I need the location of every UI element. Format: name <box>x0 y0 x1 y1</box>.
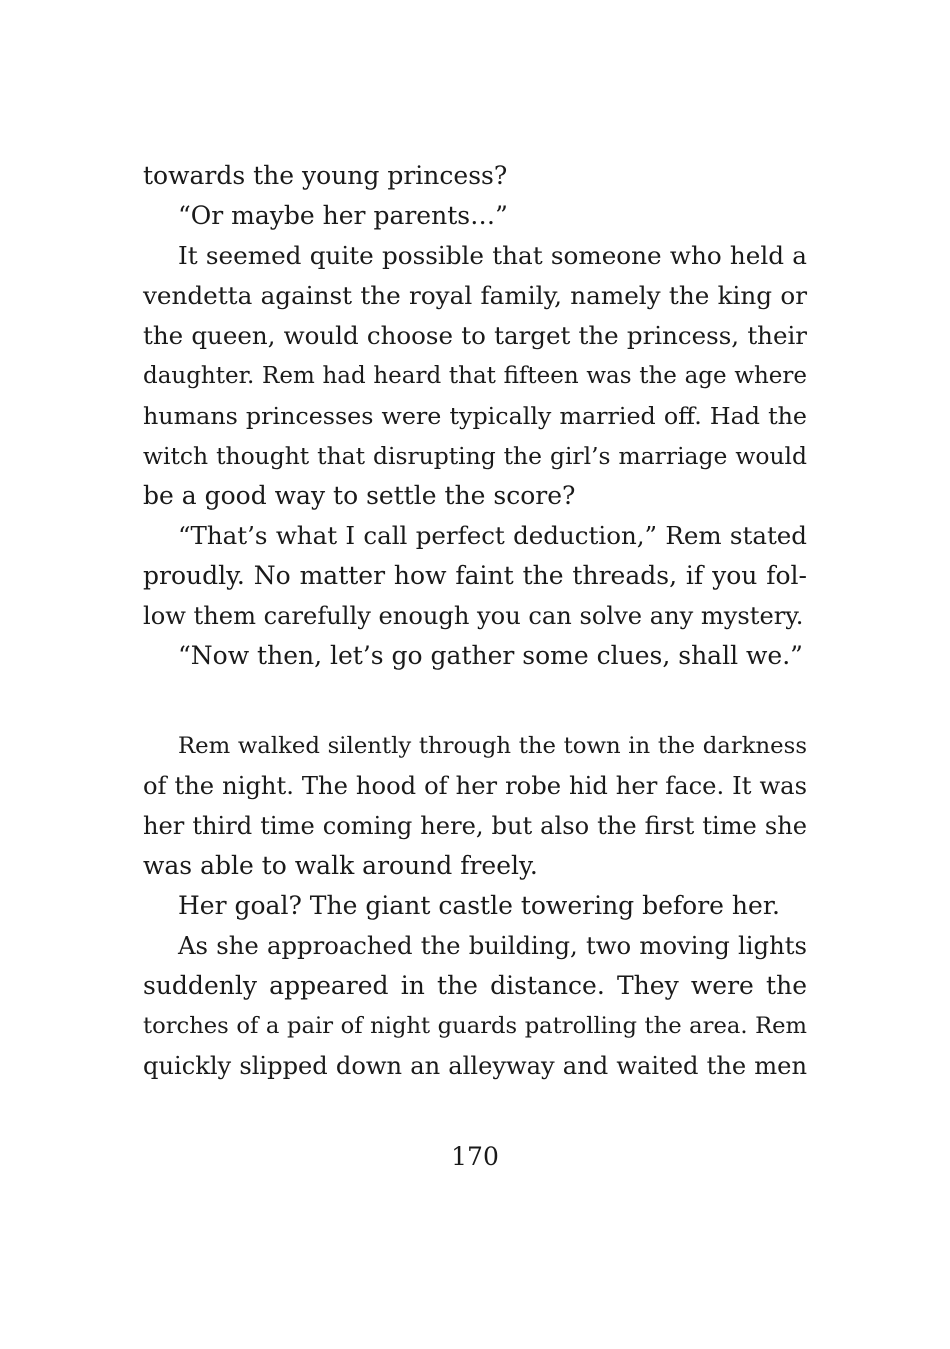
text-line: “Or maybe her parents…” <box>178 201 508 230</box>
text-line: It seemed quite possible that someone who held a <box>178 241 807 270</box>
text-line: be a good way to settle the score? <box>143 481 576 510</box>
text-line: Rem walked silently through the town in the darkness <box>178 733 807 759</box>
text-line: quickly slipped down an alleyway and waited the men <box>143 1052 807 1080</box>
text-line: low them carefully enough you can solve any mystery. <box>143 602 804 630</box>
text-line: “Now then, let’s go gather some clues, shall we.” <box>178 641 803 670</box>
text-line: proudly. No matter how faint the threads, if you fol- <box>143 561 807 590</box>
text-line: vendetta against the royal family, namely the king or <box>143 281 807 310</box>
text-line: torches of a pair of night guards patrolling the area. Rem <box>143 1013 807 1039</box>
section-two <box>143 726 807 1086</box>
text-line: humans princesses were typically married off. Had the <box>143 402 807 430</box>
text-line: As she approached the building, two moving lights <box>178 931 807 960</box>
text-line: Her goal? The giant castle towering before her. <box>178 891 780 920</box>
text-line: was able to walk around freely. <box>143 851 538 880</box>
text-line: of the night. The hood of her robe hid her face. It was <box>143 772 807 800</box>
text-line: witch thought that disrupting the girl’s marriage would <box>143 442 807 470</box>
text-line: suddenly appeared in the distance. They were the <box>143 971 807 1000</box>
text-line: the queen, would choose to target the princess, their <box>143 321 807 350</box>
text-line: her third time coming here, but also the first time she <box>143 812 807 840</box>
text-line: “That’s what I call perfect deduction,” Rem stated <box>178 521 807 550</box>
text-line: towards the young princess? <box>143 161 508 190</box>
section-one <box>143 156 807 676</box>
text-line: daughter. Rem had heard that fifteen was the age where <box>143 363 807 389</box>
page-number: 170 <box>451 1142 499 1171</box>
